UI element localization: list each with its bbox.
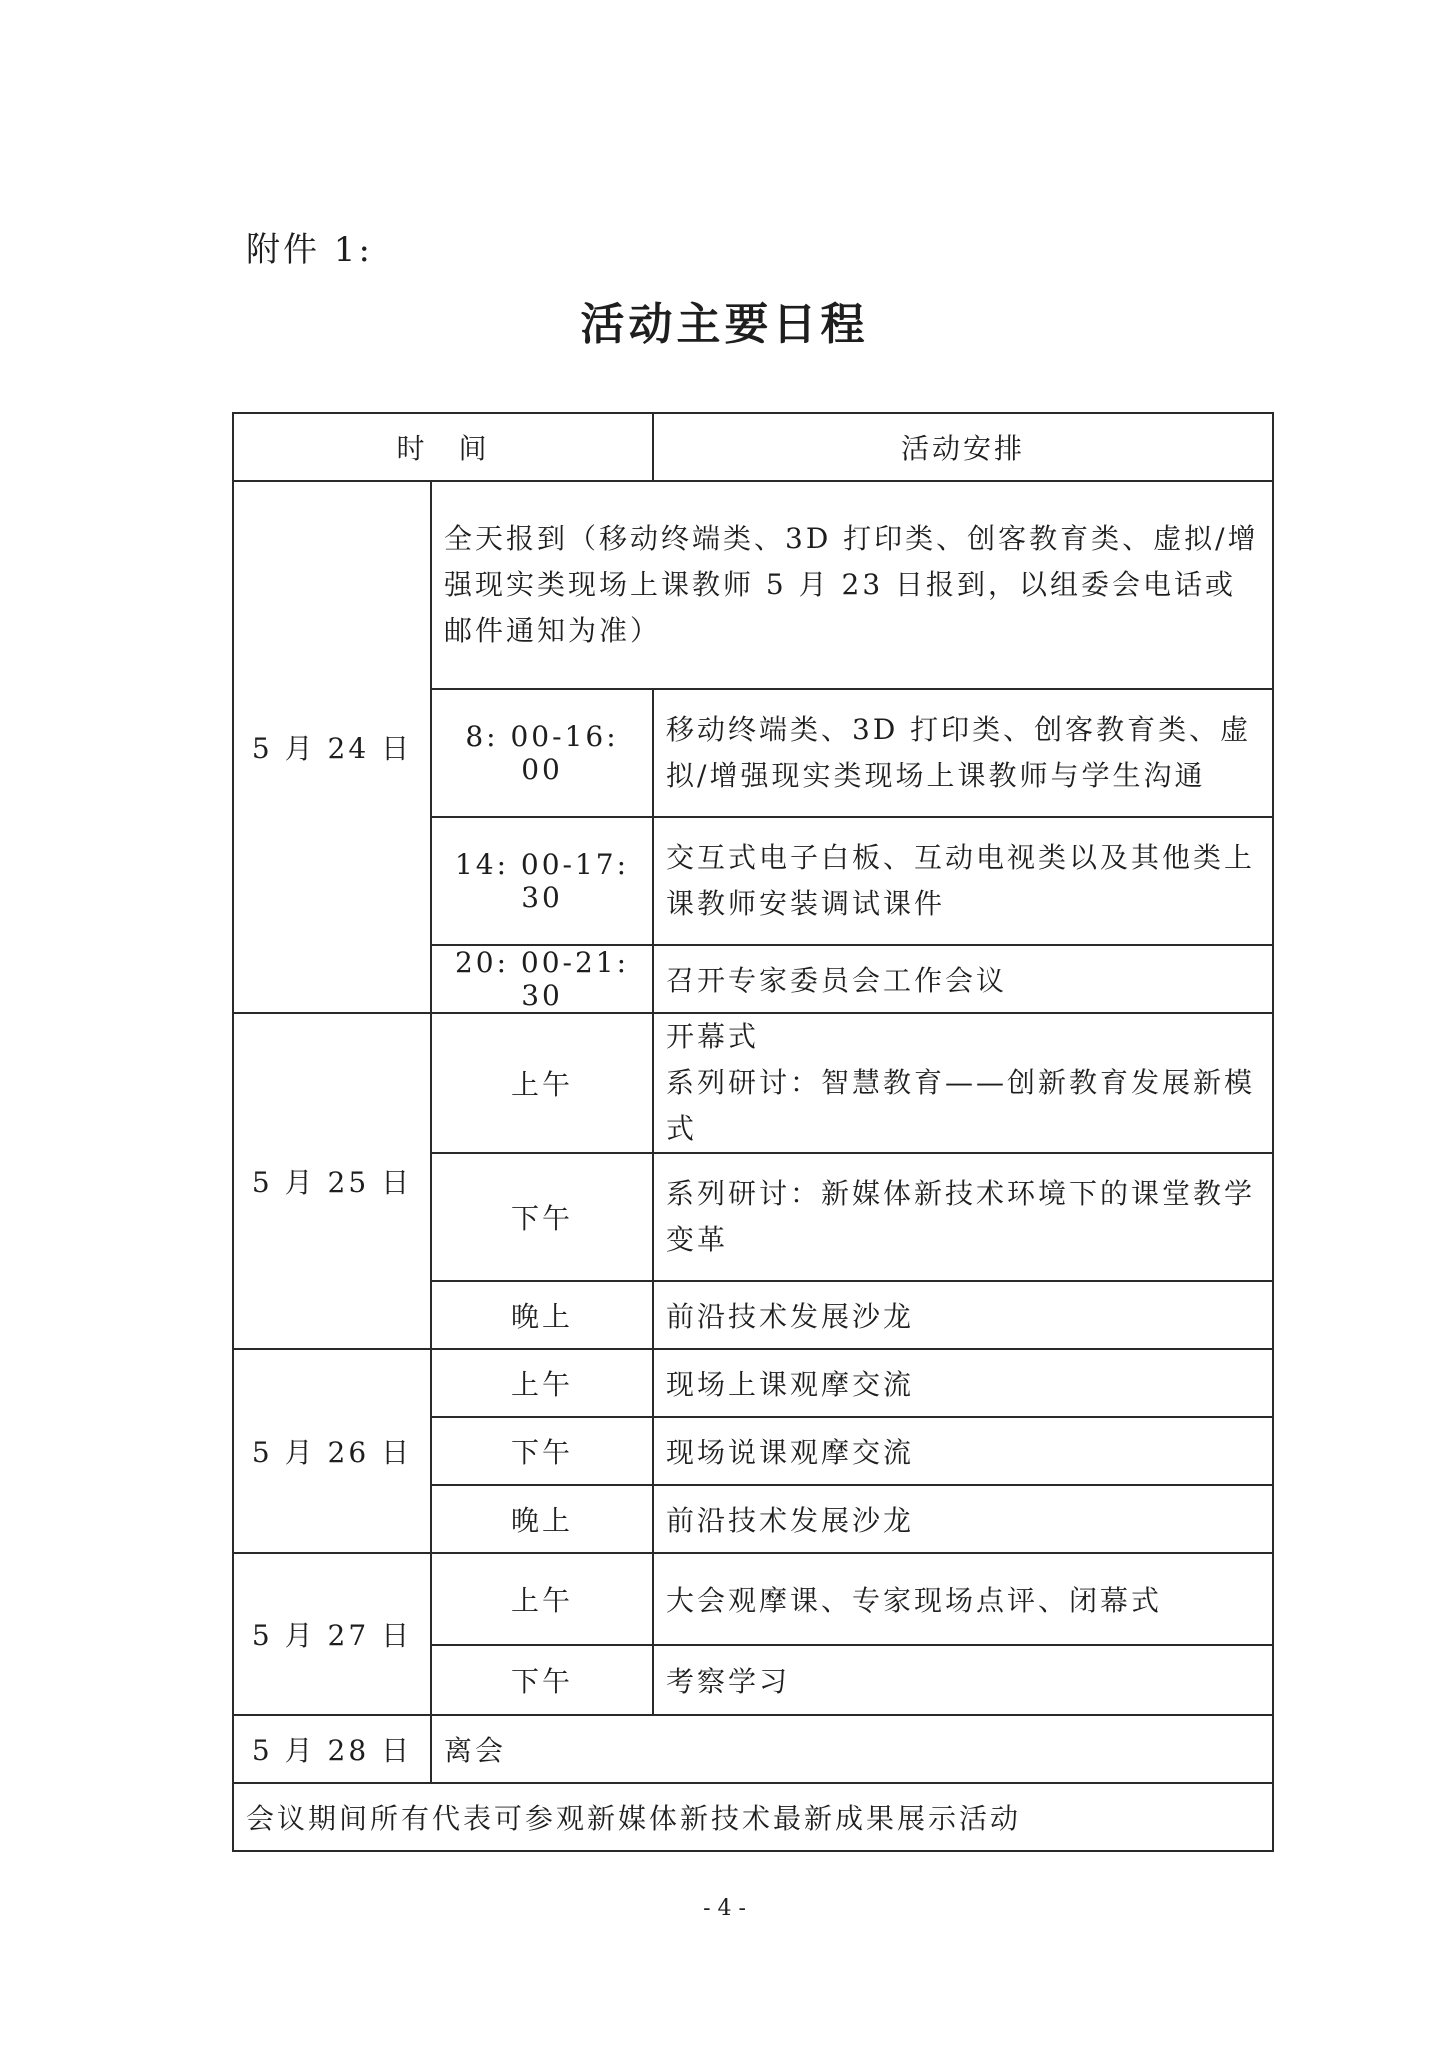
date-cell: 5 月 27 日 xyxy=(233,1553,431,1715)
activity-line: 系列研讨：智慧教育——创新教育发展新模式 xyxy=(666,1066,1256,1145)
date-cell: 5 月 28 日 xyxy=(233,1715,431,1783)
activity-cell: 移动终端类、3D 打印类、创客教育类、虚拟/增强现实类现场上课教师与学生沟通 xyxy=(653,689,1273,817)
activity-cell: 前沿技术发展沙龙 xyxy=(653,1281,1273,1349)
date-cell: 5 月 25 日 xyxy=(233,1013,431,1349)
time-cell: 晚上 xyxy=(431,1281,653,1349)
activity-cell: 现场上课观摩交流 xyxy=(653,1349,1273,1417)
schedule-table xyxy=(232,412,1274,1852)
activity-cell: 现场说课观摩交流 xyxy=(653,1417,1273,1485)
activity-cell: 离会 xyxy=(431,1715,1273,1783)
activity-cell xyxy=(653,1013,1273,1153)
table-footer-row xyxy=(233,1783,1273,1851)
activity-cell: 交互式电子白板、互动电视类以及其他类上课教师安装调试课件 xyxy=(653,817,1273,945)
time-cell: 上午 xyxy=(431,1553,653,1645)
time-cell: 晚上 xyxy=(431,1485,653,1553)
time-cell: 20: 00-21: 30 xyxy=(431,945,653,1013)
header-time: 时 间 xyxy=(233,413,653,481)
date-cell: 5 月 26 日 xyxy=(233,1349,431,1553)
time-cell: 14: 00-17: 30 xyxy=(431,817,653,945)
time-cell: 下午 xyxy=(431,1645,653,1715)
activity-line: 开幕式 xyxy=(666,1020,760,1053)
time-cell: 8: 00-16: 00 xyxy=(431,689,653,817)
page-title: 活动主要日程 xyxy=(580,299,869,350)
activity-cell: 召开专家委员会工作会议 xyxy=(653,945,1273,1013)
table-row xyxy=(233,1349,1273,1417)
time-cell: 上午 xyxy=(431,1013,653,1153)
page-number: - 4 - xyxy=(703,1896,746,1921)
table-row xyxy=(233,1553,1273,1645)
time-cell: 下午 xyxy=(431,1417,653,1485)
date-cell: 5 月 24 日 xyxy=(233,481,431,1013)
attachment-label: 附件 1: xyxy=(246,230,373,270)
table-row xyxy=(233,1013,1273,1153)
table-header-row xyxy=(233,413,1273,481)
activity-cell: 大会观摩课、专家现场点评、闭幕式 xyxy=(653,1553,1273,1645)
activity-cell: 考察学习 xyxy=(653,1645,1273,1715)
table-row xyxy=(233,1715,1273,1783)
footer-note: 会议期间所有代表可参观新媒体新技术最新成果展示活动 xyxy=(233,1783,1273,1851)
time-cell: 下午 xyxy=(431,1153,653,1281)
header-activity: 活动安排 xyxy=(653,413,1273,481)
activity-cell: 全天报到（移动终端类、3D 打印类、创客教育类、虚拟/增强现实类现场上课教师 5 月 23 日报到，以组委会电话或邮件通知为准） xyxy=(431,481,1273,689)
activity-cell: 前沿技术发展沙龙 xyxy=(653,1485,1273,1553)
table-row xyxy=(233,481,1273,689)
time-cell: 上午 xyxy=(431,1349,653,1417)
activity-cell: 系列研讨：新媒体新技术环境下的课堂教学变革 xyxy=(653,1153,1273,1281)
